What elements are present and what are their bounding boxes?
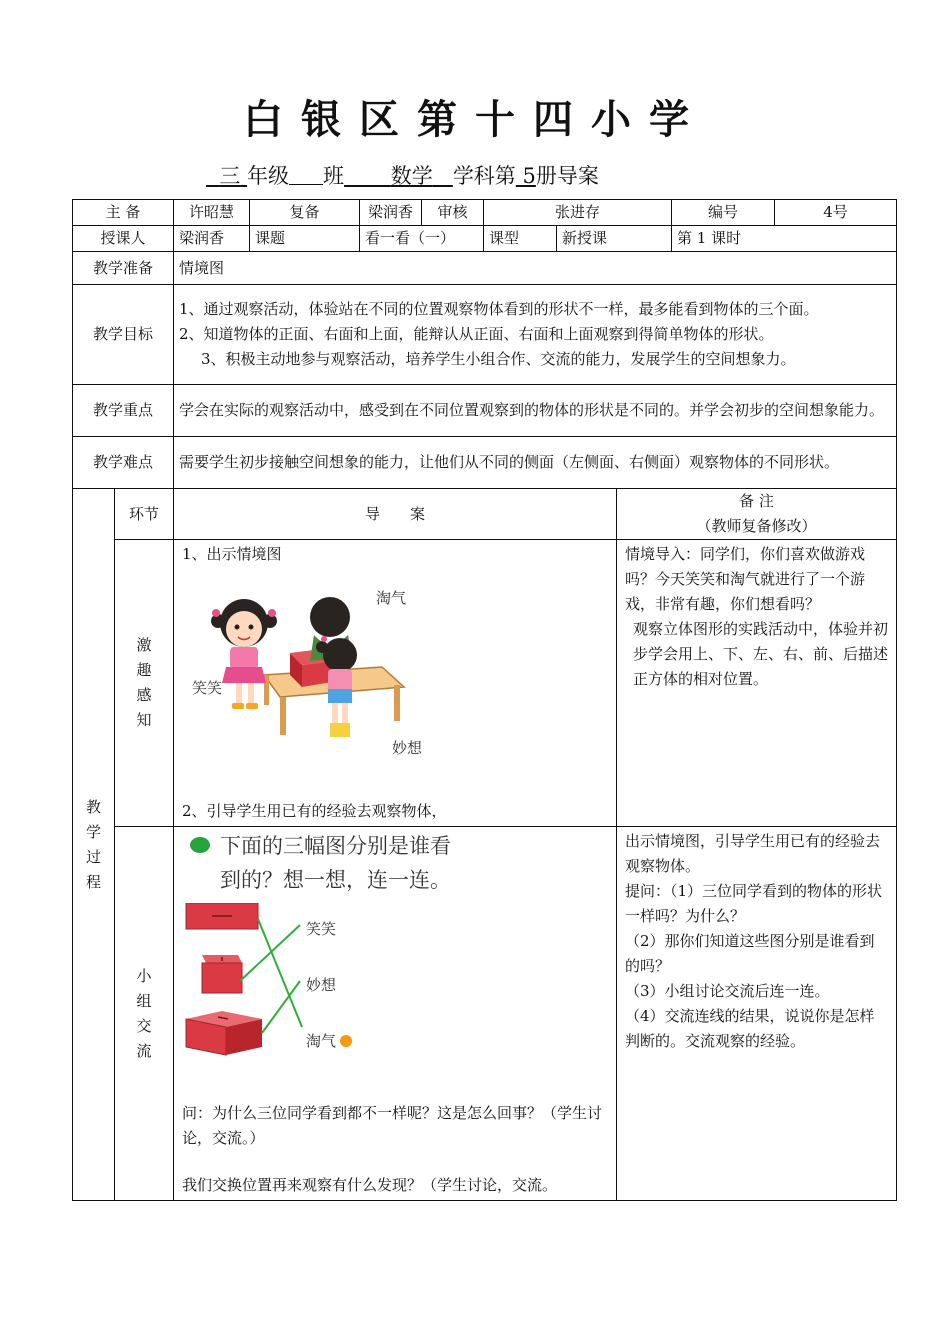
stage2-note [617,827,897,1201]
key-row [73,385,897,437]
prep-label: 教学准备 [73,252,174,285]
stage2-name [115,827,174,1201]
difficulty-label: 教学难点 [73,437,174,489]
note-header-line2: （教师复备修改） [696,517,817,535]
match-label-miaoxiang: 妙想 [306,976,337,994]
period-value: 第 1 课时 [672,226,897,252]
key-value: 学会在实际的观察活动中，感受到在不同位置观察到的物体的形状是不同的。并学会初步的空间想象能力。 [174,385,897,437]
stage1-row [73,540,897,827]
stage1-name [115,540,174,827]
process-header-row [73,489,897,540]
exercise-question-line2: 到的？想一想，连一连。 [220,868,451,892]
subtitle [206,160,599,190]
subject-suffix: 学科第 [452,164,516,188]
key-label: 教学重点 [73,385,174,437]
topic-value: 看一看（一） [360,226,484,252]
stage2-text1: 问：为什么三位同学看到都不一样呢？这是怎么回事？（学生讨论，交流。） [182,1104,603,1147]
stage2-note-3: （2）那你们知道这些图分别是谁看到的吗？ [625,932,875,975]
teacher-value: 梁润香 [174,226,250,252]
children-scene-image [182,575,422,765]
stage2-note-1: 出示情境图，引导学生用已有的经验去观察物体。 [625,832,881,875]
fubei-label: 复备 [250,200,360,226]
process-label [73,489,115,1201]
zhubei-value: 许昭慧 [174,200,250,226]
lesson-plan-table [72,199,897,1201]
teacher-label: 授课人 [73,226,174,252]
stage1-item1: 1、出示情境图 [182,545,282,563]
bianhao-label: 编号 [672,200,775,226]
process-label-text: 教学过程 [85,797,101,891]
goals-label: 教学目标 [73,285,174,385]
grade-suffix: 年级 [247,164,290,188]
match-label-taoqi: 淘气 [306,1032,337,1050]
stage1-note-p2: 观察立体图形的实践活动中，体验并初步学会用上、下、左、右、前、后描述正方体的相对位置。 [633,620,889,688]
stage2-note-2: 提问：（1）三位同学看到的物体的形状一样吗？为什么？ [625,882,883,925]
matching-figures [182,903,382,1073]
label-miaoxiang: 妙想 [392,739,422,757]
label-taoqi: 淘气 [376,589,407,607]
match-label-xiaoxiao: 笑笑 [306,920,337,938]
green-bullet-icon [190,837,210,853]
stage1-plan [174,540,617,827]
matching-exercise [182,829,622,1129]
goal-3: 3、积极主动地参与观察活动，培养学生小组合作、交流的能力，发展学生的空间想象力。 [201,350,796,368]
goals-row [73,285,897,385]
bianhao-value: 4号 [775,200,897,226]
stage1-note-p1: 情境导入：同学们，你们喜欢做游戏吗？今天笑笑和淘气就进行了一个游戏，非常有趣，你们想看吗？ [625,545,866,613]
header-row-2 [73,226,897,252]
exercise-question-line1: 下面的三幅图分别是谁看 [220,834,451,858]
stage2-text2: 我们交换位置再来观察有什么发现？（学生讨论，交流。 [182,1176,558,1194]
book-suffix: 册导案 [535,164,599,188]
subject-value: 数学 [390,164,433,188]
difficulty-value: 需要学生初步接触空间想象的能力，让他们从不同的侧面（左侧面、右侧面）观察物体的不同形状。 [174,437,897,489]
header-row-1 [73,200,897,226]
stage1-name-text: 激趣感知 [136,636,152,729]
shenhe-label: 审核 [422,200,484,226]
class-suffix: 班 [323,164,345,188]
stage2-note-4: （3）小组讨论交流后连一连。 [625,982,830,1000]
fubei-value: 梁润香 [360,200,422,226]
note-col-header [617,489,897,540]
note-header-line1: 备 注 [739,492,774,510]
stage1-note [617,540,897,827]
goals-content [174,285,897,385]
stage-col-header: 环节 [115,489,174,540]
topic-label: 课题 [250,226,360,252]
prep-row [73,252,897,285]
prep-value: 情境图 [174,252,897,285]
stage2-plan [174,827,617,1201]
stage2-note-5: （4）交流连线的结果，说说你是怎样判断的。交流观察的经验。 [625,1007,875,1050]
goal-1: 1、通过观察活动，体验站在不同的位置观察物体看到的形状不一样，最多能看到物体的三个面。 [179,300,819,318]
book-value: 5 [522,164,536,188]
class-blank [289,166,323,185]
type-value: 新授课 [557,226,672,252]
goal-2: 2、知道物体的正面、右面和上面，能辩认从正面、右面和上面观察到得简单物体的形状。 [179,325,774,343]
situation-illustration [182,575,422,765]
grade-value: 三 [219,164,241,188]
stage2-name-text: 小组交流 [136,966,152,1060]
stage1-item2: 2、引导学生用已有的经验去观察物体， [182,802,447,820]
label-xiaoxiao: 笑笑 [192,679,223,697]
school-title: 白银区第十四小学 [243,97,707,143]
zhubei-label: 主 备 [73,200,174,226]
shenhe-value: 张进存 [484,200,672,226]
stage2-row [73,827,897,1201]
type-label: 课型 [484,226,557,252]
plan-col-header: 导 案 [174,489,617,540]
difficulty-row [73,437,897,489]
